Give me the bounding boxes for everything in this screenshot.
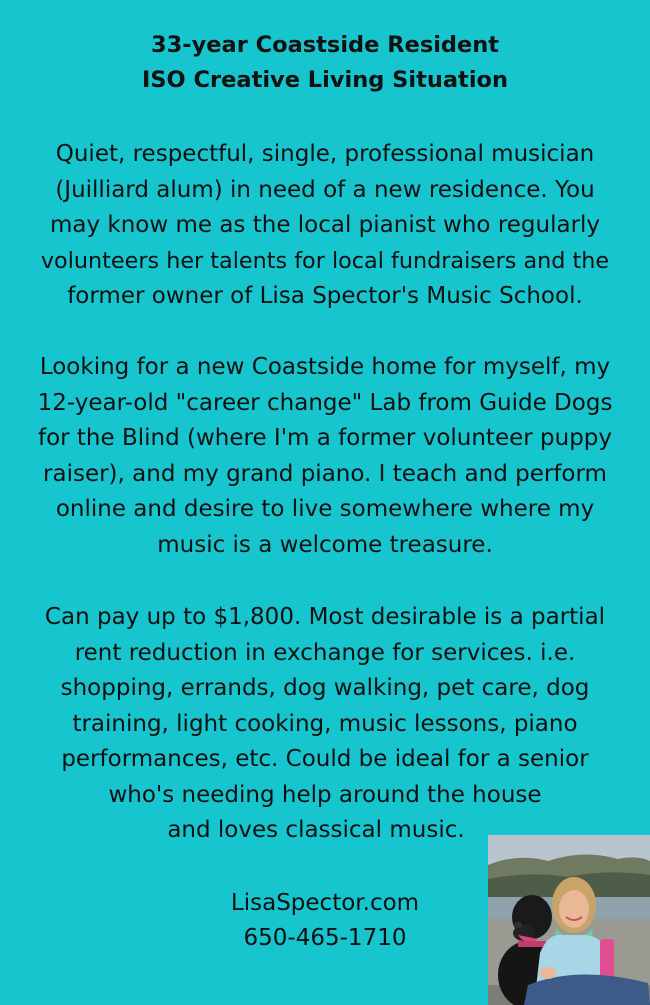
housing-line: for the Blind (where I'm a former volunteer puppy xyxy=(37,425,613,451)
terms-line: Can pay up to $1,800. Most desirable is a partial xyxy=(44,604,606,630)
rent-terms-paragraph xyxy=(0,600,650,849)
terms-line: and loves classical music. xyxy=(167,817,465,843)
website-link[interactable]: LisaSpector.com xyxy=(230,890,420,916)
terms-line: training, light cooking, music lessons, piano xyxy=(72,710,578,737)
housing-needs-paragraph xyxy=(0,350,650,563)
terms-line: who's needing help around the house xyxy=(108,781,542,808)
terms-line: performances, etc. Could be ideal for a senior xyxy=(61,746,589,772)
heading-line-residency: 33-year Coastside Resident xyxy=(150,32,500,58)
terms-line: rent reduction in exchange for services. i.e. xyxy=(74,639,576,666)
intro-line: volunteers her talents for local fundraisers and the xyxy=(40,247,610,274)
housing-line: Looking for a new Coastside home for myself, my xyxy=(39,354,611,380)
housing-line: raiser), and my grand piano. I teach and perform xyxy=(43,460,607,487)
portrait-photo xyxy=(488,835,650,1005)
phone-number[interactable]: 650-465-1710 xyxy=(243,925,407,951)
intro-line: (Juilliard alum) in need of a new residence. You xyxy=(55,176,595,203)
contact-block xyxy=(200,886,450,956)
terms-line: shopping, errands, dog walking, pet care, dog xyxy=(60,675,590,701)
housing-line: online and desire to live somewhere where my xyxy=(55,496,595,522)
intro-line: may know me as the local pianist who regularly xyxy=(49,212,601,238)
flyer-heading xyxy=(0,28,650,98)
housing-line: 12-year-old "career change" Lab from Guide Dogs xyxy=(37,389,613,416)
intro-line: Quiet, respectful, single, professional musician xyxy=(55,141,595,167)
heading-line-iso: ISO Creative Living Situation xyxy=(141,67,509,93)
intro-paragraph xyxy=(0,137,650,315)
housing-line: music is a welcome treasure. xyxy=(157,531,493,558)
intro-line: former owner of Lisa Spector's Music School. xyxy=(67,283,583,309)
